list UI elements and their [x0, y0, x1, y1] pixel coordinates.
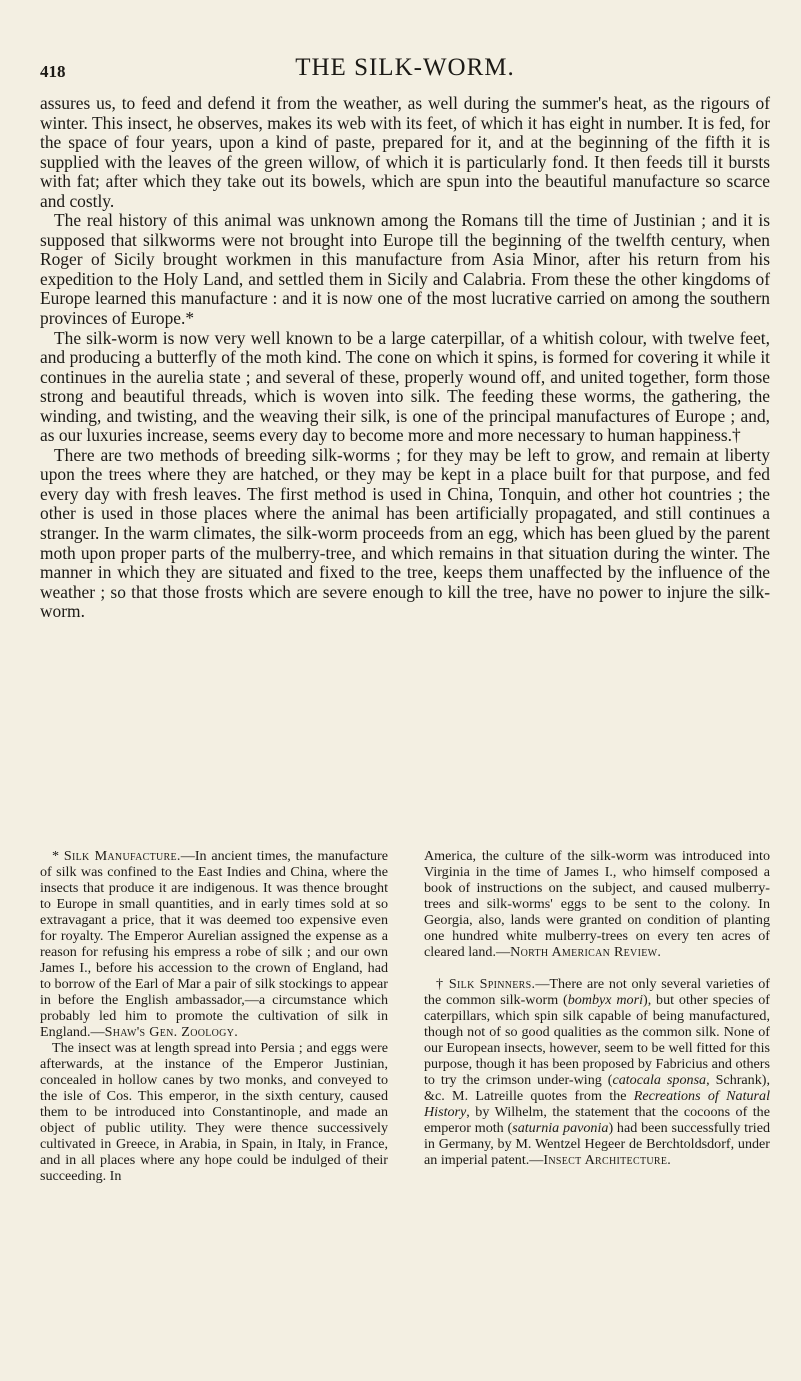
- footnote-heading: Silk Spinners.: [448, 976, 536, 992]
- footnote-marker: †: [436, 976, 449, 992]
- footnote-continuation: [424, 848, 770, 960]
- footnote-marker: *: [52, 848, 64, 864]
- page-number: 418: [40, 62, 66, 81]
- main-body-text: [40, 94, 770, 622]
- footnote-text: , Schrank), &c. M. Latreille quotes from the: [424, 1072, 770, 1104]
- footnote-silk-manufacture: [40, 848, 388, 1040]
- footnotes: [40, 848, 770, 1368]
- footnote-italic-term: catocala sponsa: [612, 1072, 707, 1088]
- footnote-italic-title: Recreations of Natural History: [424, 1088, 770, 1120]
- footnote-column-left: [40, 848, 388, 1184]
- body-paragraph: The silk-worm is now very well known to be a large caterpillar, of a whitish colour, with twelve feet, and producing a butterfly of the moth kind. The cone on which it spins, is formed for covering it while it continues in the aurelia state ; and several of these, properly wound off, and united together, form those strong and beautiful threads, which is woven into silk. The feeding these worms, the gathering, the winding, and twisting, and the weaving their silk, is one of the principal manufactures of Europe ; and, as our luxuries increase, seems every day to become more and more necessary to human happiness.†: [40, 327, 770, 446]
- footnote-text: ), but other species of caterpillars, which spin silk capable of being manufactured, though not of so good qualities as the common silk. None of our European insects, however, seem to be well fitted for this purpose, though it has been proposed by Fabricius and others to try the crimson under-wing (: [424, 992, 770, 1088]
- footnote-text: —There are not only several varieties of the common silk-worm (: [424, 976, 770, 1008]
- page-header: [40, 48, 770, 82]
- footnote-heading: Silk Manufacture.: [63, 848, 181, 864]
- body-paragraph: assures us, to feed and defend it from the weather, as well during the summer's heat, as the rigours of winter. This insect, he observes, makes its web with its feet, of which it has eight in number. It is fed, for the space of four years, upon a kind of paste, prepared for it, and at the beginning of the fifth it is supplied with the leaves of the green willow, of which it is particularly fond. It then feeds till it bursts with fat; after which they take out its bowels, which are spun into the beautiful manufacture so scarce and costly.: [40, 93, 770, 211]
- footnote-silk-spinners: [424, 976, 770, 1168]
- footnote-source: Insect Architecture.: [543, 1152, 672, 1168]
- running-title: THE SILK-WORM.: [295, 54, 515, 81]
- body-paragraph: The real history of this animal was unknown among the Romans till the time of Justinian ; and it is supposed that silkworms were not brought into Europe till the beginning of the twelfth century, when Roger of Sicily brought workmen in this manufacture from Asia Minor, after his return from his expedition to the Holy Land, and settled them in Sicily and Calabria. From these the other kingdoms of Europe learned this manufacture : and it is now one of the most lucrative carried on among the southern provinces of Europe.*: [40, 210, 770, 329]
- footnote-paragraph: The insect was at length spread into Persia ; and eggs were afterwards, at the instance of the Emperor Justinian, concealed in hollow canes by two monks, and conveyed to the isle of Cos. This emperor, in the sixth century, caused them to be introduced into Constantinople, and made an object of public utility. They were thence successively cultivated in Greece, in Arabia, in Spain, in Italy, in France, and in all places where any hope could be indulged of their succeeding. In: [40, 1040, 388, 1184]
- footnote-text: , by Wilhelm, the statement that the cocoons of the emperor moth (: [424, 1104, 770, 1136]
- footnote-column-right: [424, 848, 770, 1168]
- footnote-text: ) had been successfully tried in Germany, by M. Wentzel Hegeer de Berchtoldsdorf, under an imperial patent.—: [424, 1120, 770, 1168]
- footnote-italic-term: saturnia pavonia: [512, 1120, 609, 1136]
- footnote-italic-term: bombyx mori: [567, 992, 643, 1008]
- footnote-divider: [40, 840, 770, 841]
- footnote-text: America, the culture of the silk-worm was introduced into Virginia in the time of James I., who himself composed a book of instructions on the subject, and caused mulberry-trees and silk-worms' eggs to be sent to the colony. In Georgia, also, lands were granted on condition of planting one hundred white mulberry-trees on every ten acres of cleared land.—: [424, 848, 770, 960]
- footnote-source: Shaw's Gen. Zoology.: [104, 1024, 239, 1040]
- footnote-text: —In ancient times, the manufacture of silk was confined to the East Indies and China, where the insects that produce it are indigenous. It was thence brought to Europe in small quantities, and in early times sold at so extravagant a price, that it was deemed too expensive even for royalty. The Emperor Aurelian assigned the expense as a reason for refusing his empress a robe of silk ; and our own James I., before his accession to the crown of England, had to borrow of the Earl of Mar a pair of silk stockings to appear in before the English ambassador,—a circumstance which probably led him to promote the cultivation of silk in England.—: [40, 848, 388, 1040]
- footnote-source: North American Review.: [510, 944, 662, 960]
- body-paragraph: There are two methods of breeding silk-worms ; for they may be left to grow, and remain at liberty upon the trees where they are hatched, or they may be kept in a place built for that purpose, and fed every day with fresh leaves. The first method is used in China, Tonquin, and other hot countries ; the other is used in those places where the animal has been artificially propagated, and still continues a stranger. In the warm climates, the silk-worm proceeds from an egg, which has been glued by the parent moth upon proper parts of the mulberry-tree, and which remains in that situation during the winter. The manner in which they are situated and fixed to the tree, keeps them unaffected by the influence of the weather ; so that those frosts which are severe enough to kill the tree, have no power to injure the silk-worm.: [40, 444, 770, 622]
